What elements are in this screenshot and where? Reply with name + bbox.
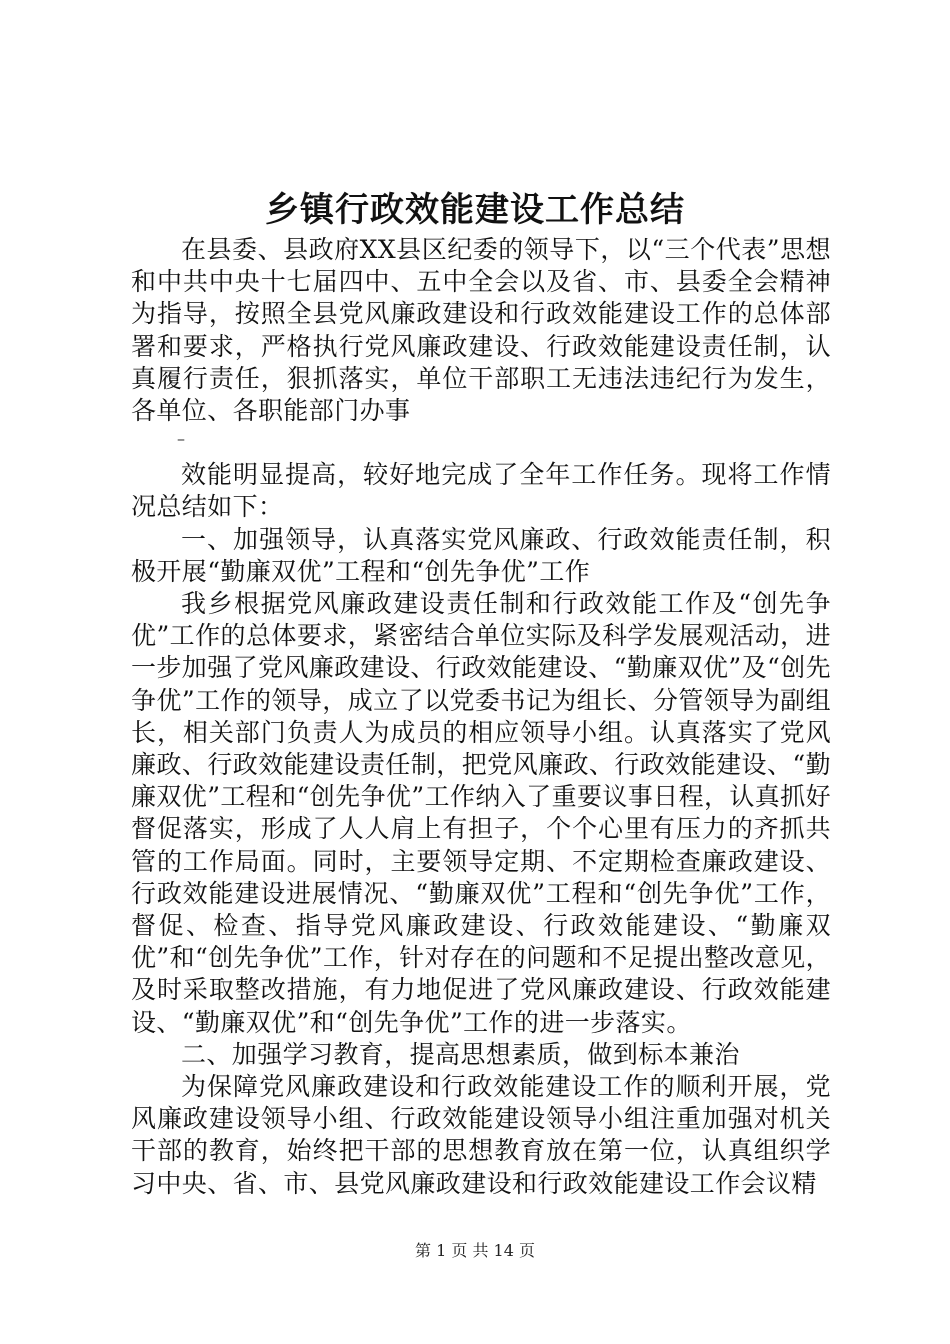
paragraph-intro: 在县委、县政府XX县区纪委的领导下，以“三个代表”思想和中共中央十七届四中、五中全会以及省、市、县委全会精神为指导，按照全县党风廉政建设和行政效能建设工作的总体部署和要求，严格执行党风廉政建设、行政效能建设责任制，认真履行责任，狠抓落实，单位干部职工无违法违纪行为发生，各单位、各职能部门办事 [131, 235, 831, 426]
page-break-mark [131, 427, 831, 459]
section-heading-2: 二、加强学习教育，提高思想素质，做到标本兼治 [181, 1039, 740, 1069]
paragraph-summary-lead: 效能明显提高，较好地完成了全年工作任务。现将工作情况总结如下： [131, 460, 831, 522]
document-title: 乡镇行政效能建设工作总结 [265, 190, 685, 230]
page-footer: 第 1 页 共 14 页 [415, 1241, 535, 1260]
paragraph-section-2: 为保障党风廉政建设和行政效能建设工作的顺利开展，党风廉政建设领导小组、行政效能建设领导小组注重加强对机关干部的教育，始终把干部的思想教育放在第一位，认真组织学习中央、省、市、县党风廉政建设和行政效能建设工作会议精 [131, 1072, 831, 1198]
document-body [131, 234, 831, 1200]
paragraph-section-1: 我乡根据党风廉政建设责任制和行政效能工作及“创先争优”工作的总体要求，紧密结合单位实际及科学发展观活动，进一步加强了党风廉政建设、行政效能建设、“勤廉双优”及“创先争优”工作的领导，成立了以党委书记为组长、分管领导为副组长，相关部门负责人为成员的相应领导小组。认真落实了党风廉政、行政效能建设责任制，把党风廉政、行政效能建设、“勤廉双优”工程和“创先争优”工作纳入了重要议事日程，认真抓好督促落实，形成了人人肩上有担子，个个心里有压力的齐抓共管的工作局面。同时，主要领导定期、不定期检查廉政建设、行政效能建设进展情况、“勤廉双优”工程和“创先争优”工作，督促、检查、指导党风廉政建设、行政效能建设、“勤廉双优”和“创先争优”工作，针对存在的问题和不足提出整改意见，及时采取整改措施，有力地促进了党风廉政建设、行政效能建设、“勤廉双优”和“创先争优”工作的进一步落实。 [131, 589, 831, 1037]
section-heading-1: 一、加强领导，认真落实党风廉政、行政效能责任制，积极开展“勤廉双优”工程和“创先争优”工作 [131, 524, 831, 586]
dash-mark: – [177, 429, 185, 449]
